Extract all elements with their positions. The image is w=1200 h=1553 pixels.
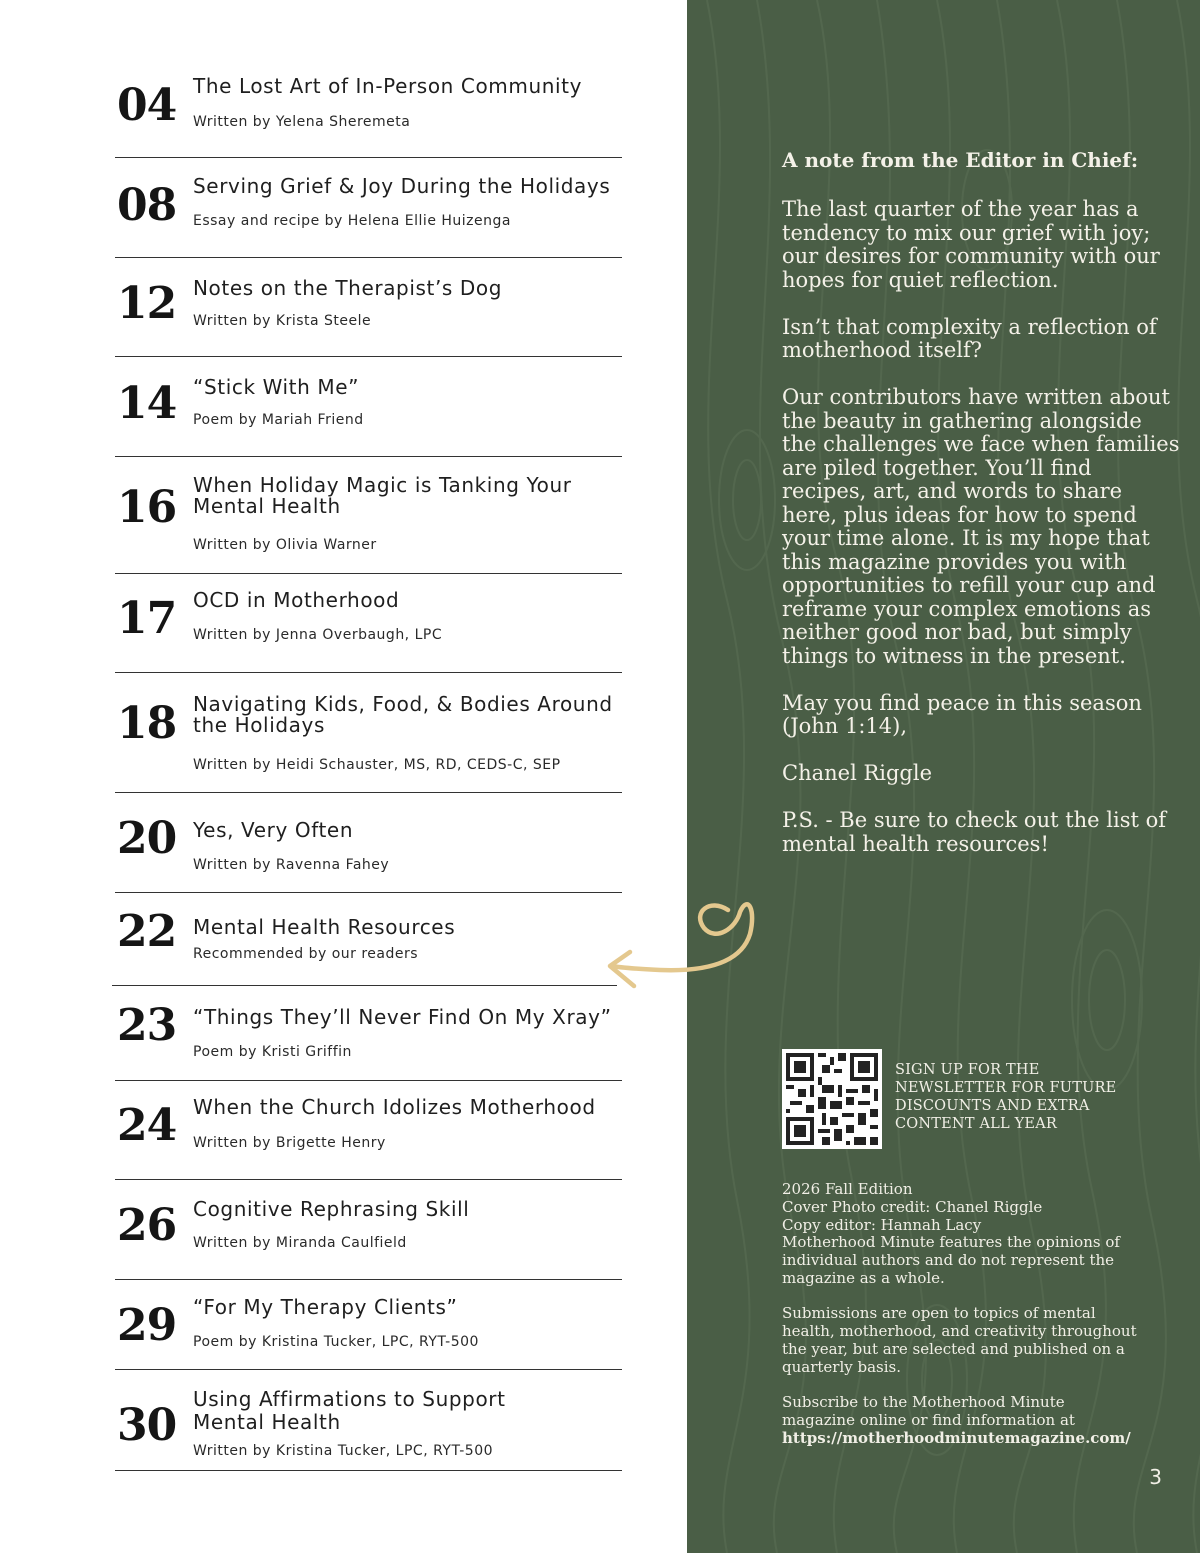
editor-note-heading: A note from the Editor in Chief: — [782, 148, 1139, 172]
toc-entry[interactable] — [115, 905, 622, 980]
toc-byline: Written by Ravenna Fahey — [193, 857, 390, 873]
edition-line: Motherhood Minute features the opinions of individual authors and do not represent the magazine as a whole. — [782, 1233, 1120, 1287]
toc-title-line-2: Mental Health — [193, 494, 341, 518]
toc-byline: Written by Kristina Tucker, LPC, RYT-500 — [193, 1443, 494, 1459]
toc-byline: Written by Krista Steele — [193, 313, 372, 329]
toc-divider — [115, 1470, 622, 1471]
toc-byline: Poem by Kristi Griffin — [193, 1044, 352, 1060]
toc-title: When the Church Idolizes Motherhood — [193, 1095, 596, 1119]
toc-byline: Essay and recipe by Helena Ellie Huizenga — [193, 213, 511, 229]
toc-title: “Stick With Me” — [193, 375, 360, 399]
edition-line: Copy editor: Hannah Lacy — [782, 1215, 982, 1234]
editor-signature: Chanel Riggle — [782, 761, 933, 785]
toc-divider — [115, 573, 622, 574]
toc-page-number: 30 — [117, 1400, 177, 1451]
editor-note-paragraph: Our contributors have written about the beauty in gathering alongside the challenges we face when families are piled together. You’ll find recipes, art, and words to share here, plus ideas for how to spend your time alone. It is my hope that this magazine provides you with opportunities to refill your cup and reframe your complex emotions as neither good nor bad, but simply things to witness in the present. — [782, 385, 1180, 668]
toc-title-line-2: Mental Health — [193, 1410, 341, 1434]
toc-divider — [112, 985, 617, 986]
toc-page-number: 16 — [117, 482, 177, 533]
toc-divider — [115, 456, 622, 457]
toc-title: Notes on the Therapist’s Dog — [193, 276, 503, 300]
edition-info — [782, 1181, 1142, 1288]
toc-divider — [115, 1279, 622, 1280]
toc-entry[interactable] — [115, 998, 622, 1073]
toc-title: “Things They’ll Never Find On My Xray” — [193, 1005, 612, 1029]
editor-note-paragraph: The last quarter of the year has a tendency to mix our grief with joy; our desires for community with our hopes for quiet reflection. — [782, 197, 1160, 292]
submissions-info: Submissions are open to topics of mental health, motherhood, and creativity throughout the year, but are selected and published on a quarterly basis. — [782, 1304, 1137, 1376]
toc-title: Yes, Very Often — [193, 818, 354, 842]
toc-entry[interactable] — [115, 70, 622, 150]
toc-title: OCD in Motherhood — [193, 588, 400, 612]
editor-postscript: P.S. - Be sure to check out the list of mental health resources! — [782, 808, 1167, 856]
subscribe-text: Subscribe to the Motherhood Minute magazine online or find information at — [782, 1392, 1075, 1429]
toc-entry[interactable] — [115, 270, 622, 350]
toc-entry[interactable] — [115, 370, 622, 450]
toc-title: Mental Health Resources — [193, 915, 456, 939]
newsletter-qr-code[interactable] — [782, 1049, 882, 1149]
toc-divider — [115, 792, 622, 793]
toc-entry[interactable] — [115, 470, 622, 566]
toc-page-number: 14 — [117, 378, 177, 429]
toc-divider — [115, 1369, 622, 1370]
toc-entry[interactable] — [115, 1382, 622, 1467]
edition-line: 2026 Fall Edition — [782, 1180, 913, 1198]
toc-byline: Written by Yelena Sheremeta — [193, 114, 411, 130]
qr-code-icon — [782, 1049, 882, 1149]
page-number: 3 — [1149, 1465, 1162, 1489]
toc-byline: Written by Olivia Warner — [193, 537, 377, 553]
toc-title: The Lost Art of In-Person Community — [193, 74, 583, 98]
toc-divider — [115, 1080, 622, 1081]
toc-page-number: 23 — [117, 1000, 177, 1051]
toc-page-number: 24 — [117, 1100, 177, 1151]
toc-divider — [115, 892, 622, 893]
colophon — [782, 1181, 1142, 1465]
toc-page-number: 12 — [117, 278, 177, 329]
toc-divider — [115, 356, 622, 357]
edition-line: Cover Photo credit: Chanel Riggle — [782, 1197, 1043, 1216]
toc-title: Using Affirmations to Support — [193, 1387, 506, 1411]
toc-entry[interactable] — [115, 170, 622, 250]
editor-note-paragraph: Isn’t that complexity a reflection of motherhood itself? — [782, 314, 1157, 362]
toc-page-number: 20 — [117, 813, 177, 864]
editor-note-body — [782, 198, 1182, 880]
toc-title-line-2: the Holidays — [193, 713, 325, 737]
toc-byline: Written by Miranda Caulfield — [193, 1235, 407, 1251]
toc-divider — [115, 157, 622, 158]
toc-entry[interactable] — [115, 1292, 622, 1367]
newsletter-caption: SIGN UP FOR THE NEWSLETTER FOR FUTURE DISCOUNTS AND EXTRA CONTENT ALL YEAR — [895, 1062, 1117, 1132]
magazine-url-link[interactable]: https://motherhoodminutemagazine.com/ — [782, 1428, 1131, 1447]
toc-page-number: 04 — [117, 80, 177, 131]
toc-byline: Written by Heidi Schauster, MS, RD, CEDS-C, SEP — [193, 757, 561, 773]
toc-page-number: 17 — [117, 593, 177, 644]
toc-entry[interactable] — [115, 685, 622, 785]
toc-entry[interactable] — [115, 805, 622, 885]
toc-byline: Poem by Kristina Tucker, LPC, RYT-500 — [193, 1334, 479, 1350]
toc-page-number: 22 — [117, 906, 177, 957]
toc-divider — [115, 1179, 622, 1180]
toc-entry[interactable] — [115, 1090, 622, 1170]
toc-byline: Written by Brigette Henry — [193, 1135, 386, 1151]
toc-byline: Poem by Mariah Friend — [193, 412, 364, 428]
curly-arrow-icon — [600, 890, 770, 1010]
toc-byline: Recommended by our readers — [193, 946, 419, 962]
toc-page-number: 26 — [117, 1200, 177, 1251]
toc-page-number: 08 — [117, 180, 177, 231]
toc-title: When Holiday Magic is Tanking Your — [193, 473, 572, 497]
toc-divider — [115, 672, 622, 673]
toc-title: Navigating Kids, Food, & Bodies Around — [193, 692, 613, 716]
toc-entry[interactable] — [115, 1192, 622, 1272]
subscribe-info — [782, 1394, 1142, 1447]
editor-panel — [687, 0, 1200, 1553]
toc-byline: Written by Jenna Overbaugh, LPC — [193, 627, 443, 643]
toc-page-number: 29 — [117, 1300, 177, 1351]
editor-note-paragraph: May you find peace in this season (John 1:14), — [782, 690, 1142, 738]
toc-title: Serving Grief & Joy During the Holidays — [193, 174, 611, 198]
toc-entry[interactable] — [115, 585, 622, 665]
toc-divider — [115, 257, 622, 258]
toc-title: Cognitive Rephrasing Skill — [193, 1197, 470, 1221]
toc-title: “For My Therapy Clients” — [193, 1295, 458, 1319]
toc-page-number: 18 — [117, 698, 177, 749]
